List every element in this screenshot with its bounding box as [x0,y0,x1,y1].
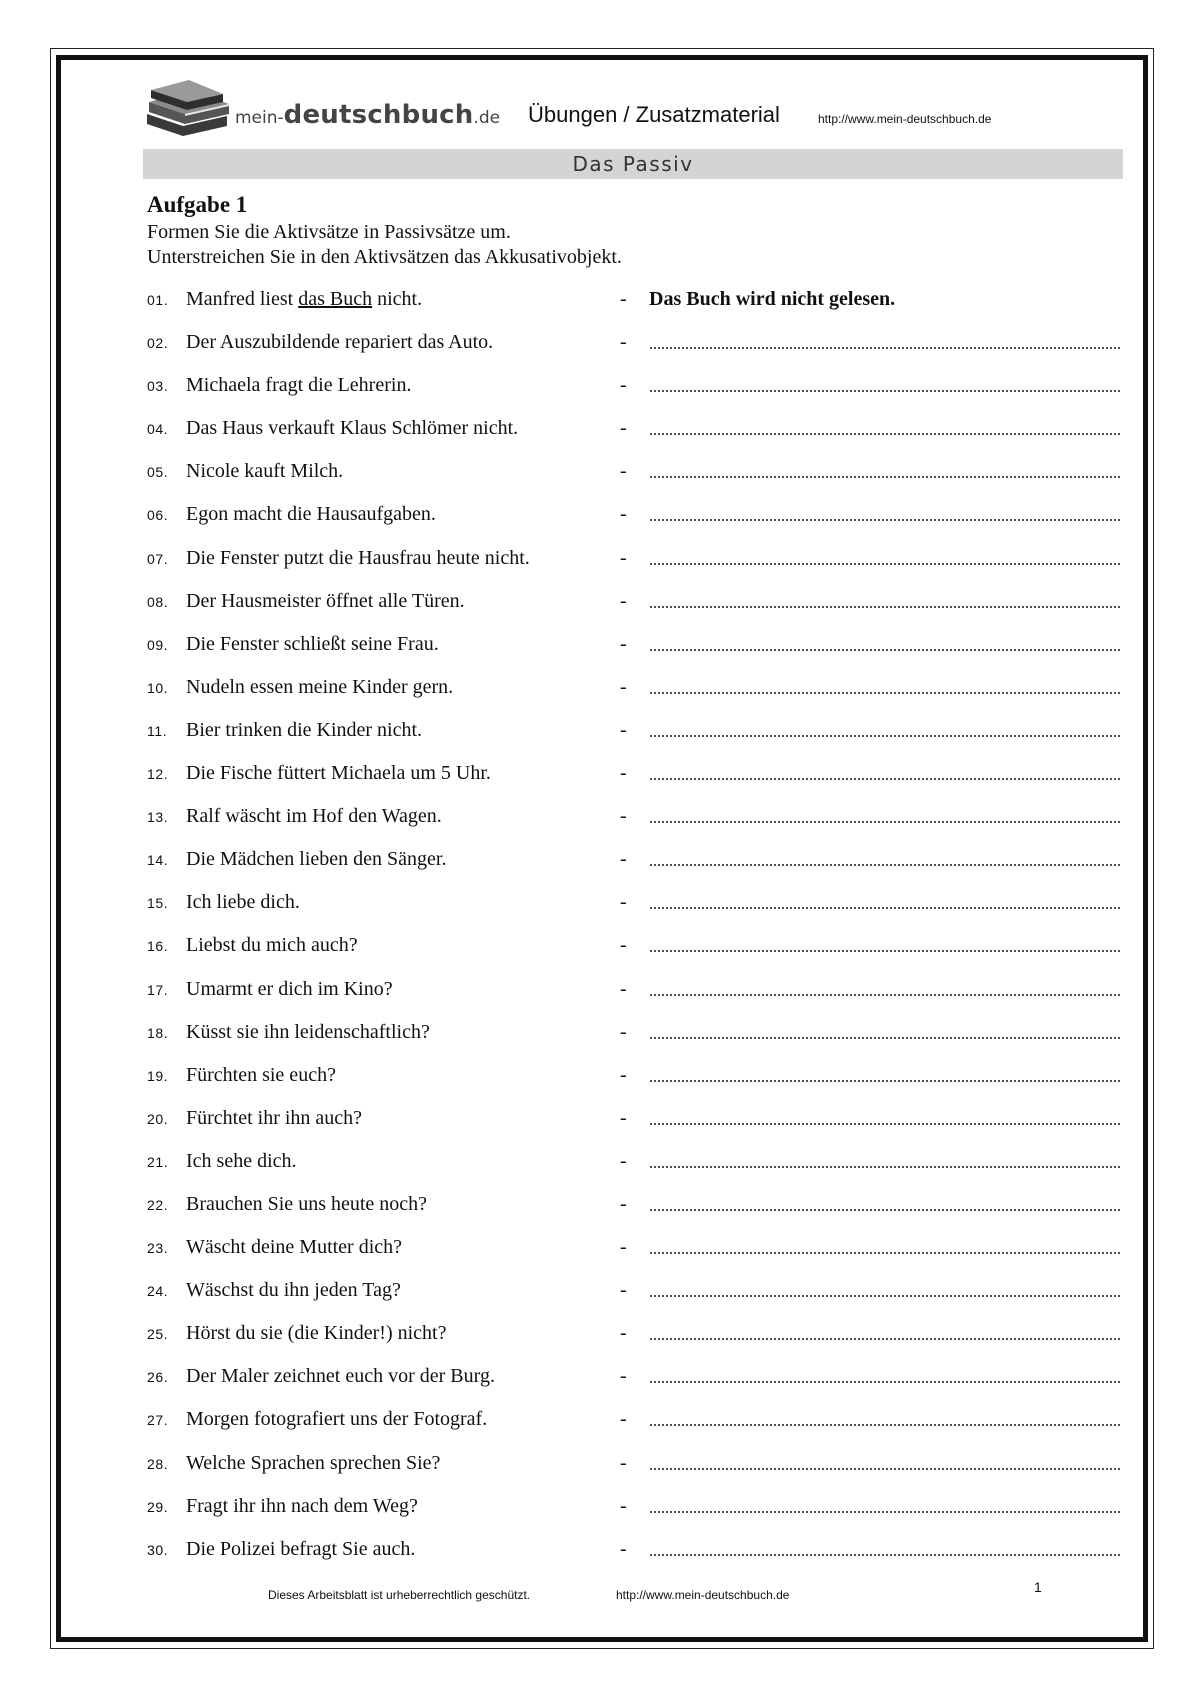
exercise-row [147,676,1122,719]
exercise-sentence: Die Fenster schließt seine Frau. [186,632,439,655]
exercise-number: 04. [147,421,169,438]
exercise-sentence: Die Fenster putzt die Hausfrau heute nicht. [186,546,530,569]
exercise-number: 14. [147,852,169,869]
logo-main: deutschbuch [283,100,474,130]
exercise-row [147,1495,1122,1538]
exercise-row [147,934,1122,977]
exercise-sentence: Bier trinken die Kinder nicht. [186,718,423,741]
book-stack-logo-icon [143,76,233,136]
task-instruction-2: Unterstreichen Sie in den Aktivsätzen das Akkusativobjekt. [147,246,622,268]
exercise-row [147,1236,1122,1279]
exercise-row [147,331,1122,374]
exercise-number: 11. [147,722,168,739]
exercise-row [147,978,1122,1021]
separator-dash: - [620,762,627,785]
exercise-sentence: Ralf wäscht im Hof den Wagen. [186,805,442,828]
page-number: 1 [1034,1579,1042,1595]
exercise-row [147,1322,1122,1365]
footer-copyright: Dieses Arbeitsblatt ist urheberrechtlich geschützt. [268,1588,531,1602]
exercise-row [147,417,1122,460]
exercise-row [147,374,1122,417]
exercise-number: 01. [147,292,169,308]
separator-dash: - [620,1149,627,1172]
answer-blank-line [649,950,1122,952]
exercise-number: 06. [147,507,169,524]
separator-dash: - [620,1063,627,1086]
separator-dash: - [620,891,627,914]
answer-blank-line [649,1424,1122,1426]
answer-blank-line [649,1381,1122,1383]
answer-blank-line [649,1338,1122,1340]
exercise-number: 28. [147,1455,169,1472]
exercise-row [147,288,1122,331]
exercise-sentence: Liebst du mich auch? [186,934,358,957]
sentence-part: nicht. [372,288,423,310]
answer-blank-line [649,994,1122,996]
exercise-number: 23. [147,1240,169,1257]
exercise-sentence: Michaela fragt die Lehrerin. [186,374,412,397]
task-instruction-1: Formen Sie die Aktivsätze in Passivsätze um. [147,221,511,243]
separator-dash: - [620,546,627,569]
exercise-sentence: Die Mädchen lieben den Sänger. [186,848,447,871]
exercise-row [147,1365,1122,1408]
logo-suffix: .de [473,108,501,128]
separator-dash: - [620,1322,627,1345]
exercise-number: 27. [147,1412,169,1429]
exercise-number: 07. [147,550,169,567]
answer-blank-line [649,1166,1122,1168]
answer-blank-line [649,390,1122,392]
separator-dash: - [620,675,627,698]
separator-dash: - [620,1279,627,1302]
separator-dash: - [620,1365,627,1388]
exercise-row [147,633,1122,676]
logo-prefix: mein- [235,108,284,128]
exercise-sentence: Welche Sprachen sprechen Sie? [186,1451,441,1474]
accusative-object-underlined: das Buch [298,288,373,310]
exercise-number: 10. [147,679,169,696]
exercise-row [147,805,1122,848]
answer-blank-line [649,1037,1122,1039]
exercise-sentence: Fürchten sie euch? [186,1063,336,1086]
answer-blank-line [649,907,1122,909]
exercise-number: 21. [147,1153,169,1170]
exercise-row [147,503,1122,546]
exercise-number: 24. [147,1283,169,1300]
exercise-row [147,590,1122,633]
exercise-number: 20. [147,1110,169,1127]
answer-blank-line [649,433,1122,435]
exercise-sentence: Umarmt er dich im Kino? [186,977,393,1000]
exercise-sentence: Hörst du sie (die Kinder!) nicht? [186,1322,447,1345]
answer-blank-line [649,1123,1122,1125]
answer-blank-line [649,1252,1122,1254]
exercise-number: 19. [147,1067,169,1084]
example-answer: Das Buch wird nicht gelesen. [649,288,896,310]
answer-blank-line [649,649,1122,651]
exercise-sentence: Brauchen Sie uns heute noch? [186,1192,428,1215]
exercise-row [147,547,1122,590]
exercise-list [147,288,1122,1581]
page-title: Das Passiv [143,149,1123,179]
separator-dash: - [620,503,627,526]
exercise-row [147,1021,1122,1064]
exercise-sentence: Ich sehe dich. [186,1149,297,1172]
exercise-number: 17. [147,981,169,998]
exercise-row [147,848,1122,891]
separator-dash: - [620,374,627,397]
separator-dash: - [620,1537,627,1560]
exercise-row [147,1408,1122,1451]
exercise-sentence: Küsst sie ihn leidenschaftlich? [186,1020,430,1043]
exercise-sentence: Das Haus verkauft Klaus Schlömer nicht. [186,417,519,440]
exercise-row [147,460,1122,503]
exercise-number: 05. [147,464,169,481]
answer-blank-line [649,735,1122,737]
exercise-row [147,1452,1122,1495]
exercise-row [147,1064,1122,1107]
separator-dash: - [620,331,627,354]
separator-dash: - [620,1106,627,1129]
separator-dash: - [620,417,627,440]
answer-blank-line [649,821,1122,823]
exercise-sentence: Fragt ihr ihn nach dem Weg? [186,1494,418,1517]
exercise-sentence: Die Fische füttert Michaela um 5 Uhr. [186,762,491,785]
separator-dash: - [620,1408,627,1431]
site-logo-wordmark [235,100,500,130]
exercise-number: 29. [147,1498,169,1515]
separator-dash: - [620,977,627,1000]
separator-dash: - [620,1451,627,1474]
separator-dash: - [620,934,627,957]
answer-blank-line [649,1295,1122,1297]
answer-blank-line [649,476,1122,478]
exercise-sentence: Nudeln essen meine Kinder gern. [186,675,454,698]
answer-blank-line [649,347,1122,349]
exercise-sentence: Fürchtet ihr ihn auch? [186,1106,363,1129]
exercise-row [147,719,1122,762]
exercise-row [147,1150,1122,1193]
separator-dash: - [620,718,627,741]
separator-dash: - [620,848,627,871]
exercise-sentence: Egon macht die Hausaufgaben. [186,503,436,526]
answer-blank-line [649,864,1122,866]
exercise-number: 02. [147,335,169,352]
answer-blank-line [649,778,1122,780]
exercise-row [147,1193,1122,1236]
task-intro [147,190,1127,270]
exercise-sentence: Der Auszubildende repariert das Auto. [186,331,494,354]
separator-dash: - [620,632,627,655]
answer-blank-line [649,692,1122,694]
exercise-sentence: Ich liebe dich. [186,891,300,914]
exercise-sentence: Wäscht deine Mutter dich? [186,1236,403,1259]
answer-blank-line [649,1554,1122,1556]
exercise-number: 13. [147,809,169,826]
exercise-sentence: Die Polizei befragt Sie auch. [186,1537,416,1560]
exercise-sentence [186,288,422,311]
answer-blank-line [649,519,1122,521]
task-heading: Aufgabe 1 [147,192,248,217]
answer-blank-line [649,563,1122,565]
exercise-number: 09. [147,636,169,653]
exercise-sentence: Der Maler zeichnet euch vor der Burg. [186,1365,495,1388]
exercise-row [147,1107,1122,1150]
exercise-sentence: Nicole kauft Milch. [186,460,344,483]
header-subject: Übungen / Zusatzmaterial [528,102,780,127]
answer-blank-line [649,1511,1122,1513]
footer-url: http://www.mein-deutschbuch.de [616,1588,790,1602]
exercise-number: 08. [147,593,169,610]
exercise-sentence: Morgen fotografiert uns der Fotograf. [186,1408,488,1431]
exercise-row [147,891,1122,934]
answer-blank-line [649,1468,1122,1470]
page-header [143,74,1123,144]
sentence-part: Manfred liest [186,288,299,310]
answer-blank-line [649,1080,1122,1082]
separator-dash: - [620,1020,627,1043]
exercise-number: 25. [147,1326,169,1343]
exercise-number: 18. [147,1024,169,1041]
separator-dash: - [620,460,627,483]
separator-dash: - [620,288,627,310]
exercise-row [147,762,1122,805]
exercise-number: 22. [147,1196,169,1213]
answer-blank-line [649,606,1122,608]
exercise-number: 15. [147,895,169,912]
exercise-number: 03. [147,378,169,395]
exercise-number: 26. [147,1369,169,1386]
separator-dash: - [620,1494,627,1517]
separator-dash: - [620,1236,627,1259]
exercise-row [147,1279,1122,1322]
exercise-sentence: Der Hausmeister öffnet alle Türen. [186,589,465,612]
exercise-number: 30. [147,1541,169,1558]
answer-blank-line [649,1209,1122,1211]
exercise-sentence: Wäschst du ihn jeden Tag? [186,1279,401,1302]
exercise-number: 12. [147,766,169,783]
header-url: http://www.mein-deutschbuch.de [818,112,992,126]
exercise-number: 16. [147,938,169,955]
exercise-row [147,1538,1122,1581]
separator-dash: - [620,805,627,828]
separator-dash: - [620,1192,627,1215]
separator-dash: - [620,589,627,612]
